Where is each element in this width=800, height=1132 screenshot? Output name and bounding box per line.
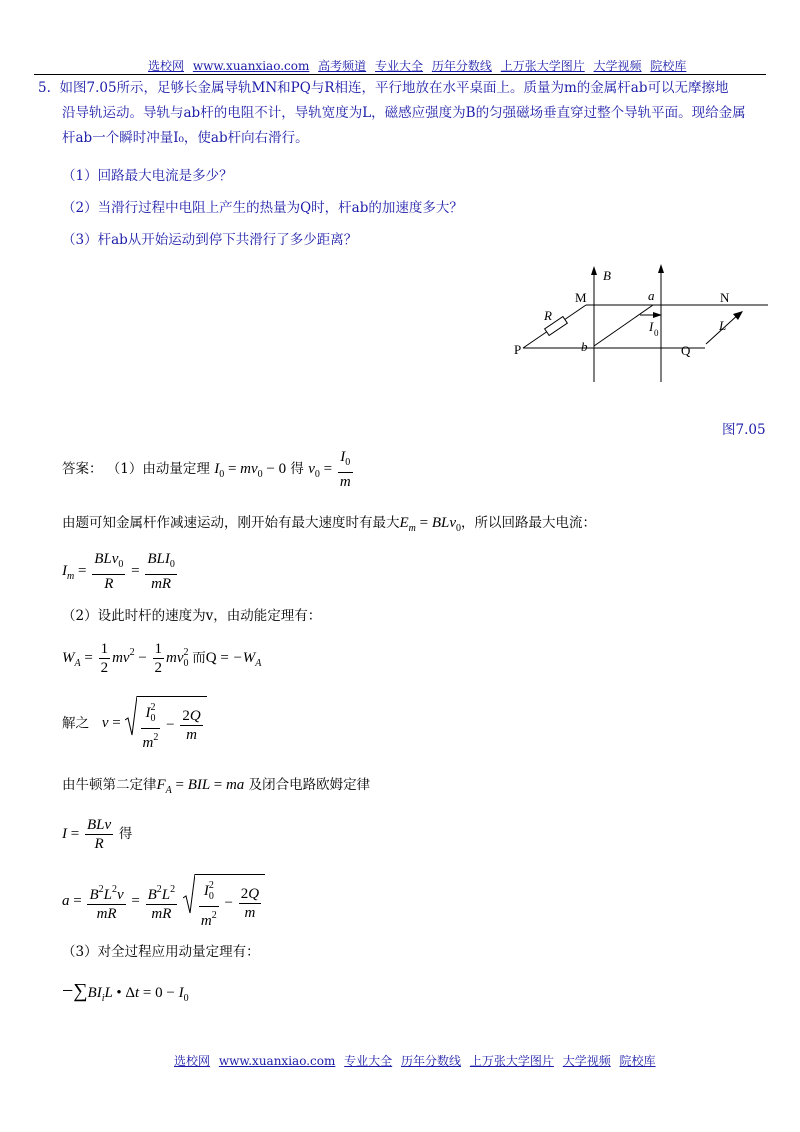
header-link-site[interactable]: www.xuanxiao.com — [192, 59, 310, 73]
header-link-schools[interactable]: 院校库 — [650, 59, 687, 73]
eq-ohm-current: I = $\frac{\text{BLv}}{R}$ 得 — [62, 817, 133, 852]
text-max-current: ，所以回路最大电流： — [461, 515, 597, 531]
eq-solve-v: 解之 v = $\frac{I_0^2}{m^2}$ − $\frac{2Q}{m}$ — [62, 696, 207, 752]
part2-intro: （2）设此时杆的速度为v，由动能定理有： — [62, 608, 322, 624]
header-link-videos[interactable]: 大学视频 — [593, 59, 642, 73]
sqrt-sign: $\frac{I_0^2}{m^2}$ − $\frac{2Q}{m}$ — [125, 696, 207, 752]
eq-max-current: $I_m$ = $\frac{BLv_0}{R}$ = $\frac{BLI_0}{mR}$ — [62, 551, 175, 592]
label-i0-sub: 0 — [654, 328, 659, 338]
footer-link-site[interactable]: www.xuanxiao.com — [218, 1054, 336, 1068]
problem-number: 5. — [38, 80, 51, 96]
header-rule — [34, 74, 766, 75]
label-b-rod: b — [581, 339, 588, 354]
newton-law-line: 由牛顿第二定律$F_A$ = BIL = ma 及闭合电路欧姆定律 — [62, 777, 371, 796]
footer-link-videos[interactable]: 大学视频 — [562, 1054, 611, 1068]
newton-text-b: 及闭合电路欧姆定律 — [248, 777, 371, 793]
part1-intro: （1）由动量定理 — [106, 460, 210, 477]
header-links — [148, 57, 691, 74]
and-text: 而 — [192, 649, 206, 666]
sub-question-3: （3）杆ab从开始运动到停下共滑行了多少距离？ — [62, 232, 358, 248]
footer-link-photos[interactable]: 上万张大学图片 — [469, 1054, 554, 1068]
footer-links — [174, 1052, 661, 1069]
get-text-1: 得 — [290, 460, 304, 477]
eq-emf: $E_m = BLv_0$ — [399, 515, 462, 534]
problem-text-1: 如图7.05所示，足够长金属导轨MN和PQ与R相连，平行地放在水平桌面上。质量为m的金属杆ab可以无摩擦地 — [59, 80, 729, 96]
b-arrowhead — [591, 266, 597, 275]
answer-max-emf-text — [62, 511, 596, 534]
label-p: P — [514, 342, 522, 357]
part3-intro: （3）对全过程应用动量定理有： — [62, 944, 260, 960]
up-arrowhead-right — [658, 264, 664, 273]
answer-part1 — [62, 448, 355, 491]
problem-line-3: 杆ab一个瞬时冲量I₀，使ab杆向右滑行。 — [62, 130, 309, 146]
problem-line-2: 沿导轨运动。导轨与ab杆的电阻不计，导轨宽度为L，磁感应强度为B的匀强磁场垂直穿过整个导轨平面。现给金属 — [62, 105, 746, 121]
eq-impulse-sum: $-\sum BI_iL$ • $\Delta t = 0 - I_0$ — [62, 980, 189, 1004]
text-decel: 由题可知金属杆作减速运动，刚开始有最大速度时有最大 — [62, 515, 400, 531]
label-l: L — [719, 318, 727, 333]
newton-text-a: 由牛顿第二定律 — [62, 777, 157, 793]
eq-acceleration: a = $\frac{B^2L^2v}{mR}$ = $\frac{B^2L^2}{mR}$ $\frac{I_0^2}{m^2}$ − $\frac{2Q}{m}$ — [62, 874, 265, 930]
label-m: M — [575, 290, 587, 305]
rail-diagram — [500, 260, 770, 390]
footer-link-schools[interactable]: 院校库 — [619, 1054, 656, 1068]
eq-v0: $v_0$ = $\frac{I_0}{m}$ — [308, 449, 351, 490]
get-text-2: 得 — [118, 825, 133, 842]
eq-momentum-theorem: $I_0 = mv_0 - 0$ — [214, 460, 287, 480]
label-q: Q — [681, 343, 691, 358]
label-a: a — [648, 288, 655, 303]
figure-caption: 图7.05 — [722, 422, 766, 438]
problem-line-1 — [38, 76, 729, 100]
sub-question-2: （2）当滑行过程中电阻上产生的热量为Q时，杆ab的加速度多大？ — [62, 200, 463, 216]
header-link-gaokao[interactable]: 高考频道 — [318, 59, 367, 73]
footer-link-xuanxiao[interactable]: 选校网 — [174, 1054, 211, 1068]
label-b-field: B — [603, 268, 611, 283]
footer-link-scores[interactable]: 历年分数线 — [401, 1054, 462, 1068]
header-link-photos[interactable]: 上万张大学图片 — [500, 59, 585, 73]
eq-work-energy: $W_A$ = $\frac{1}{2}$ $mv^2$ − $\frac{1}{2}$ $mv_0^2$ 而$Q = -W_A$ — [62, 641, 262, 676]
label-r: R — [544, 308, 552, 323]
label-i0: I — [649, 319, 654, 334]
label-n: N — [720, 290, 730, 305]
header-link-xuanxiao[interactable]: 选校网 — [148, 59, 185, 73]
sub-question-1: （1）回路最大电流是多少？ — [62, 168, 233, 184]
solve-text: 解之 — [62, 715, 89, 732]
answer-label: 答案： — [62, 460, 103, 477]
header-link-majors[interactable]: 专业大全 — [375, 59, 424, 73]
rod-ab — [594, 305, 653, 346]
footer-link-majors[interactable]: 专业大全 — [344, 1054, 393, 1068]
header-link-scores[interactable]: 历年分数线 — [431, 59, 492, 73]
